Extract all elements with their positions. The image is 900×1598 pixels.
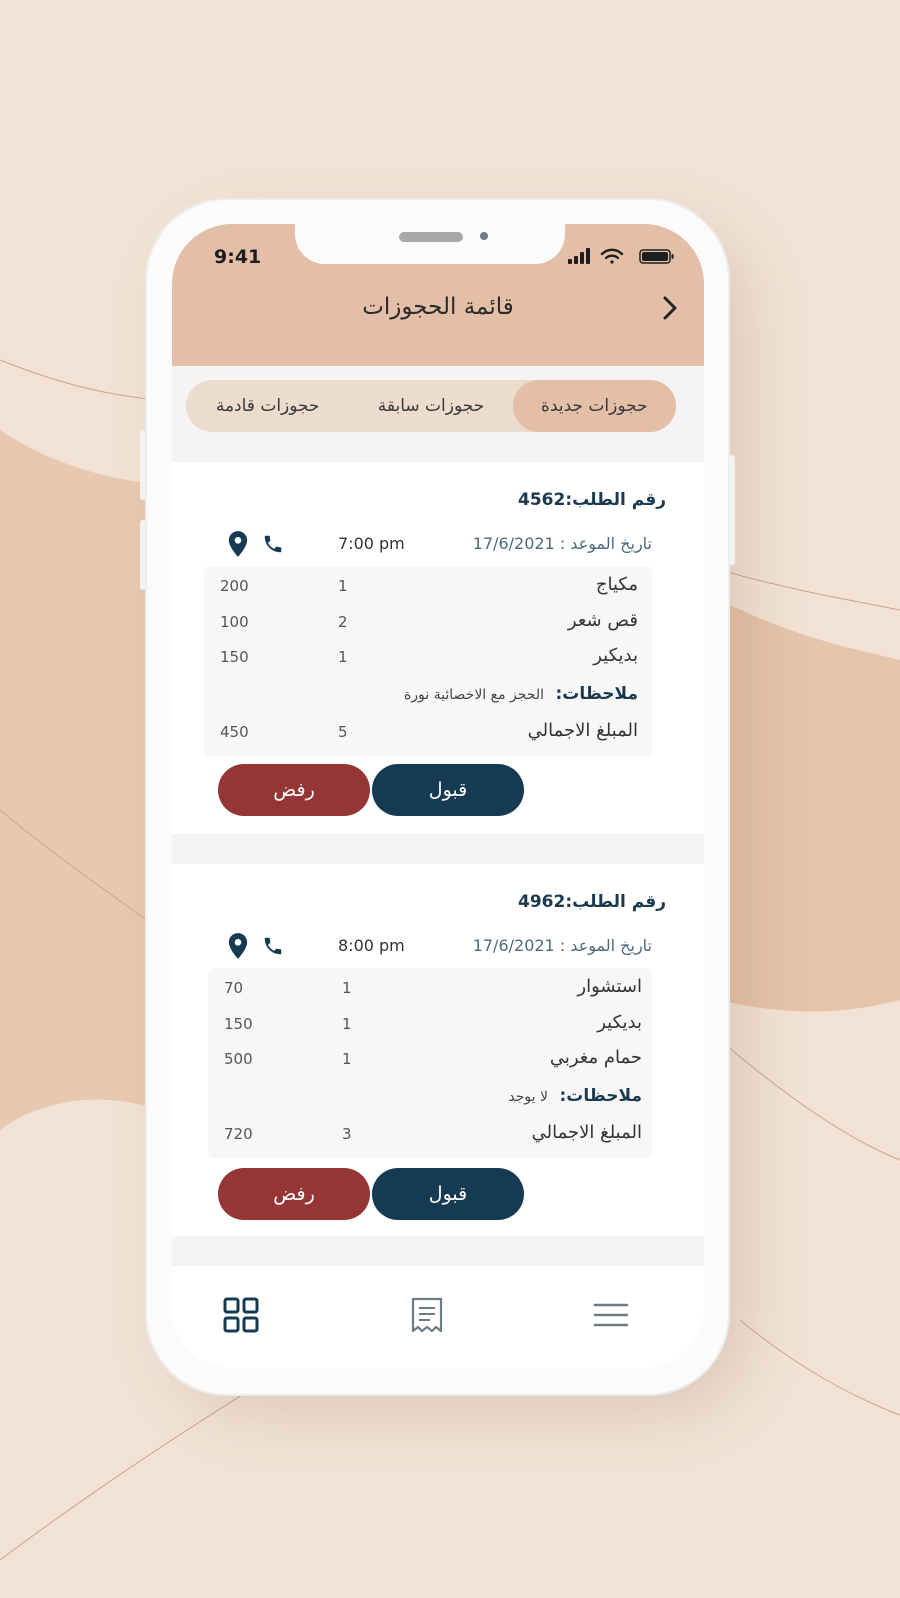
- tab-upcoming-bookings[interactable]: حجوزات قادمة: [215, 396, 320, 416]
- reject-button[interactable]: رفض: [218, 764, 370, 816]
- appointment-date: تاريخ الموعد : 17/6/2021: [472, 534, 652, 553]
- booking-card: [172, 864, 704, 1236]
- chevron-right-icon[interactable]: [660, 294, 680, 322]
- list-item: [204, 610, 652, 636]
- accept-button[interactable]: قبول: [372, 1168, 524, 1220]
- list-item: [208, 1047, 656, 1073]
- menu-icon[interactable]: [592, 1296, 630, 1334]
- notes-text: لا يوجد: [508, 1089, 548, 1105]
- card-actions: [172, 1168, 704, 1220]
- notes-text: الحجز مع الاخصائية نورة: [403, 687, 544, 703]
- battery-icon: [640, 250, 674, 263]
- notes-label: ملاحظات:: [559, 1086, 642, 1106]
- total-label: المبلغ الاجمالي: [527, 720, 638, 741]
- item-price: 200: [220, 577, 249, 595]
- item-name: قص شعر: [567, 610, 638, 631]
- side-button-left: [140, 430, 146, 500]
- item-qty: 2: [338, 613, 348, 631]
- accept-button[interactable]: قبول: [372, 764, 524, 816]
- app-header: [172, 224, 704, 366]
- phone-icon[interactable]: [262, 934, 284, 958]
- appointment-date: تاريخ الموعد : 17/6/2021: [472, 936, 652, 955]
- signal-icon: [568, 248, 590, 264]
- appointment-row: [172, 532, 704, 558]
- total-qty: 3: [342, 1125, 352, 1143]
- appointment-time: 7:00 pm: [338, 534, 405, 553]
- total-price: 450: [220, 723, 249, 741]
- grid-icon[interactable]: [222, 1296, 260, 1334]
- location-pin-icon[interactable]: [227, 530, 249, 558]
- reject-button[interactable]: رفض: [218, 1168, 370, 1220]
- tab-new-bookings[interactable]: حجوزات جديدة: [513, 380, 676, 432]
- notes-row: [204, 684, 652, 710]
- phone-screen: [172, 224, 704, 1368]
- status-time: 9:41: [214, 246, 262, 268]
- receipt-icon[interactable]: [408, 1296, 446, 1334]
- appointment-row: [172, 934, 704, 960]
- items-box: [208, 968, 652, 1158]
- notes-row: [208, 1086, 656, 1112]
- order-number: رقم الطلب:4562: [518, 490, 666, 510]
- item-name: حمام مغربي: [549, 1047, 642, 1068]
- items-box: [204, 566, 652, 756]
- appointment-time: 8:00 pm: [338, 936, 405, 955]
- item-qty: 1: [342, 1015, 352, 1033]
- phone-icon[interactable]: [262, 532, 284, 556]
- page-title: قائمة الحجوزات: [362, 294, 514, 320]
- phone-notch: [295, 224, 565, 264]
- total-price: 720: [224, 1125, 253, 1143]
- item-name: بديكير: [593, 645, 638, 666]
- side-button-left-2: [140, 520, 146, 590]
- item-price: 70: [224, 979, 244, 997]
- total-label: المبلغ الاجمالي: [531, 1122, 642, 1143]
- status-icons: [568, 246, 680, 266]
- wifi-icon: [602, 250, 622, 264]
- list-item: [204, 645, 652, 671]
- total-row: [204, 720, 652, 746]
- side-button-right: [729, 455, 735, 565]
- item-price: 150: [220, 648, 249, 666]
- list-item: [204, 574, 652, 600]
- item-qty: 1: [338, 577, 348, 595]
- item-name: استشوار: [577, 976, 642, 997]
- tabs-area: [172, 366, 704, 454]
- booking-tabs: [186, 380, 676, 432]
- total-qty: 5: [338, 723, 348, 741]
- camera: [480, 232, 488, 240]
- bottom-nav: [172, 1266, 704, 1368]
- list-item: [208, 976, 656, 1002]
- booking-card: [172, 462, 704, 834]
- location-pin-icon[interactable]: [227, 932, 249, 960]
- total-row: [208, 1122, 656, 1148]
- notes-label: ملاحظات:: [555, 684, 638, 704]
- speaker: [399, 232, 463, 242]
- item-name: بديكير: [597, 1012, 642, 1033]
- card-actions: [172, 764, 704, 816]
- item-qty: 1: [342, 1050, 352, 1068]
- item-qty: 1: [342, 979, 352, 997]
- item-price: 100: [220, 613, 249, 631]
- item-qty: 1: [338, 648, 348, 666]
- item-price: 150: [224, 1015, 253, 1033]
- order-number: رقم الطلب:4962: [518, 892, 666, 912]
- item-price: 500: [224, 1050, 253, 1068]
- list-item: [208, 1012, 656, 1038]
- item-name: مكياج: [595, 574, 638, 595]
- tab-past-bookings[interactable]: حجوزات سابقة: [377, 396, 485, 416]
